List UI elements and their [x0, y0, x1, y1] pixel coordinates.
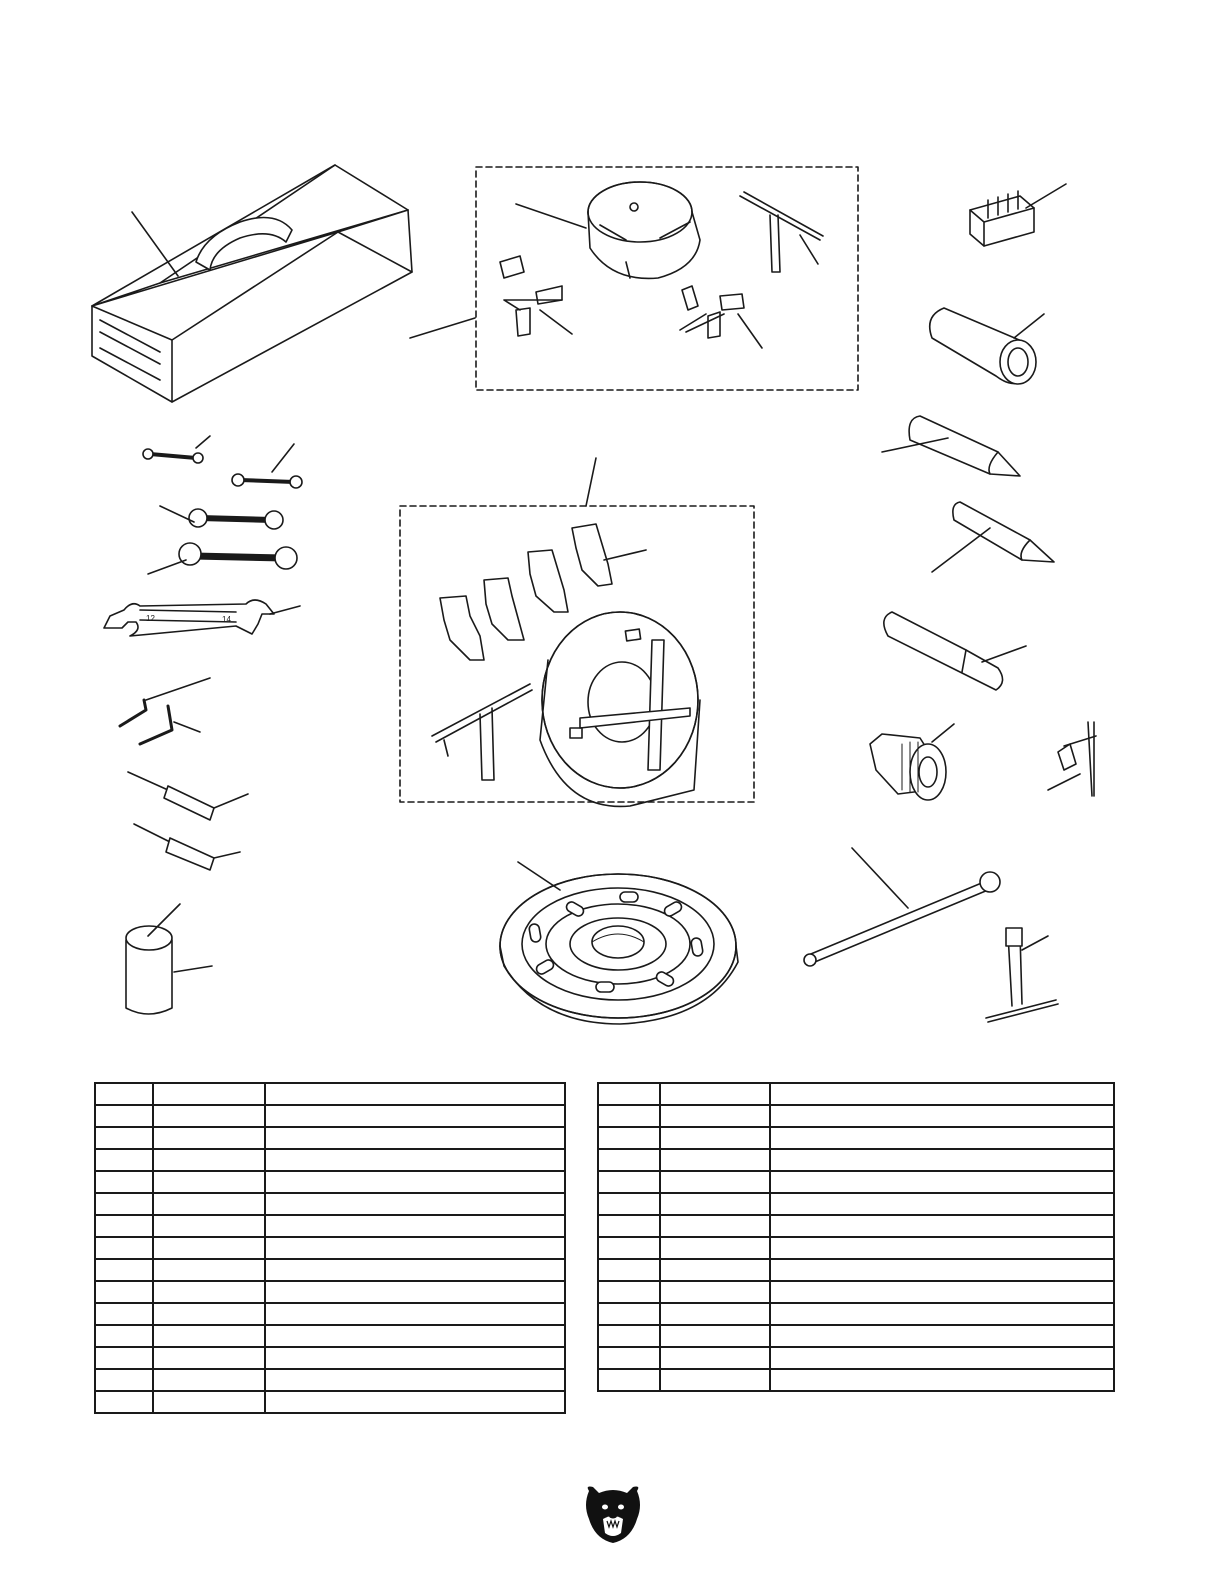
table-cell	[660, 1259, 770, 1281]
table-cell	[153, 1281, 265, 1303]
table-cell	[770, 1193, 1114, 1215]
table-cell	[265, 1083, 565, 1105]
table-cell	[660, 1281, 770, 1303]
table-row	[598, 1171, 1114, 1193]
table-cell	[598, 1325, 660, 1347]
parts-table-left	[94, 1082, 566, 1414]
table-cell	[770, 1149, 1114, 1171]
table-cell	[95, 1369, 153, 1391]
table-cell	[153, 1347, 265, 1369]
table-row	[95, 1215, 565, 1237]
table-row	[598, 1347, 1114, 1369]
table-row	[598, 1105, 1114, 1127]
table-cell	[95, 1149, 153, 1171]
table-row	[95, 1237, 565, 1259]
t-handle-key-icon	[986, 928, 1058, 1022]
open-end-wrench-large-icon	[104, 600, 300, 636]
toolbox-icon	[92, 165, 475, 402]
table-cell	[770, 1259, 1114, 1281]
table-cell	[153, 1127, 265, 1149]
table-row	[95, 1259, 565, 1281]
table-cell	[770, 1347, 1114, 1369]
table-cell	[660, 1347, 770, 1369]
table-row	[95, 1193, 565, 1215]
table-cell	[598, 1303, 660, 1325]
table-row	[598, 1369, 1114, 1391]
open-end-wrench-3-icon	[160, 506, 283, 529]
table-cell	[153, 1215, 265, 1237]
table-cell	[770, 1105, 1114, 1127]
tool-post-icon	[970, 184, 1066, 246]
table-cell	[660, 1215, 770, 1237]
table-cell	[660, 1325, 770, 1347]
table-cell	[95, 1105, 153, 1127]
drill-chuck-key-icon	[1048, 722, 1096, 796]
spindle-sleeve-icon	[930, 308, 1044, 384]
table-cell	[153, 1193, 265, 1215]
table-cell	[95, 1215, 153, 1237]
table-cell	[95, 1237, 153, 1259]
table-cell	[153, 1171, 265, 1193]
wrench-marking-12: 12	[146, 614, 155, 623]
table-cell	[95, 1171, 153, 1193]
three-jaw-chuck-icon	[516, 182, 700, 278]
table-cell	[265, 1369, 565, 1391]
table-cell	[265, 1237, 565, 1259]
table-cell	[770, 1171, 1114, 1193]
four-jaw-chuck-key-icon	[432, 684, 532, 780]
table-cell	[770, 1127, 1114, 1149]
table-row	[95, 1303, 565, 1325]
table-cell	[153, 1369, 265, 1391]
table-cell	[660, 1149, 770, 1171]
table-cell	[598, 1281, 660, 1303]
table-cell	[660, 1237, 770, 1259]
table-cell	[95, 1303, 153, 1325]
table-cell	[660, 1303, 770, 1325]
table-cell	[95, 1193, 153, 1215]
table-cell	[770, 1215, 1114, 1237]
table-cell	[598, 1171, 660, 1193]
table-cell	[598, 1127, 660, 1149]
screwdriver-1-icon	[128, 772, 248, 820]
table-cell	[598, 1237, 660, 1259]
table-row	[598, 1259, 1114, 1281]
table-cell	[660, 1105, 770, 1127]
parts-table-right	[597, 1082, 1115, 1392]
dead-center-icon	[882, 416, 1020, 476]
table-cell	[265, 1127, 565, 1149]
table-cell	[660, 1369, 770, 1391]
table-cell	[95, 1083, 153, 1105]
table-cell	[95, 1347, 153, 1369]
table-cell	[153, 1149, 265, 1171]
table-cell	[153, 1303, 265, 1325]
table-row	[95, 1281, 565, 1303]
table-cell	[770, 1369, 1114, 1391]
table-cell	[95, 1325, 153, 1347]
ratchet-handle-icon	[804, 848, 1000, 966]
table-row	[598, 1083, 1114, 1105]
table-row	[95, 1149, 565, 1171]
table-cell	[153, 1237, 265, 1259]
table-cell	[660, 1193, 770, 1215]
tailstock-center-icon	[932, 502, 1054, 572]
table-row	[598, 1303, 1114, 1325]
table-cell	[660, 1171, 770, 1193]
table-cell	[598, 1347, 660, 1369]
table-row	[95, 1325, 565, 1347]
open-end-wrench-4-icon	[148, 543, 297, 574]
wrench-marking-14: 14	[222, 615, 231, 624]
table-row	[95, 1171, 565, 1193]
faceplate-icon	[500, 862, 738, 1024]
table-cell	[598, 1193, 660, 1215]
screwdriver-2-icon	[134, 824, 240, 870]
table-cell	[153, 1259, 265, 1281]
table-cell	[153, 1105, 265, 1127]
table-cell	[598, 1105, 660, 1127]
table-cell	[265, 1391, 565, 1413]
table-row	[598, 1127, 1114, 1149]
table-cell	[598, 1369, 660, 1391]
table-row	[598, 1281, 1114, 1303]
table-cell	[265, 1303, 565, 1325]
table-cell	[770, 1281, 1114, 1303]
table-cell	[265, 1149, 565, 1171]
table-cell	[265, 1171, 565, 1193]
table-cell	[95, 1281, 153, 1303]
open-end-wrench-2-icon	[232, 444, 302, 488]
drill-chuck-icon	[870, 724, 954, 800]
chuck-key-icon	[740, 192, 823, 272]
table-row	[95, 1369, 565, 1391]
four-jaw-chuck-icon	[540, 612, 700, 806]
table-row	[598, 1193, 1114, 1215]
table-cell	[770, 1237, 1114, 1259]
table-row	[598, 1215, 1114, 1237]
table-row	[598, 1237, 1114, 1259]
table-cell	[660, 1127, 770, 1149]
table-row	[95, 1347, 565, 1369]
table-row	[95, 1391, 565, 1413]
table-cell	[153, 1391, 265, 1413]
oil-bottle-icon	[126, 904, 212, 1014]
table-cell	[598, 1259, 660, 1281]
bear-logo-icon	[583, 1483, 643, 1545]
table-cell	[265, 1347, 565, 1369]
table-cell	[598, 1083, 660, 1105]
table-cell	[95, 1259, 153, 1281]
table-cell	[265, 1215, 565, 1237]
table-cell	[770, 1325, 1114, 1347]
open-end-wrench-small-icon	[143, 436, 210, 463]
table-row	[598, 1325, 1114, 1347]
table-cell	[153, 1325, 265, 1347]
table-row	[598, 1149, 1114, 1171]
table-cell	[265, 1281, 565, 1303]
table-cell	[265, 1259, 565, 1281]
table-cell	[598, 1215, 660, 1237]
table-row	[95, 1083, 565, 1105]
table-cell	[660, 1083, 770, 1105]
hex-keys-icon	[120, 678, 210, 744]
table-cell	[770, 1083, 1114, 1105]
table-cell	[770, 1303, 1114, 1325]
table-row	[95, 1105, 565, 1127]
table-cell	[265, 1193, 565, 1215]
table-row	[95, 1127, 565, 1149]
table-cell	[95, 1127, 153, 1149]
table-cell	[95, 1391, 153, 1413]
table-cell	[598, 1149, 660, 1171]
drill-chuck-arbor-icon	[884, 612, 1026, 690]
table-cell	[265, 1105, 565, 1127]
table-cell	[153, 1083, 265, 1105]
table-cell	[265, 1325, 565, 1347]
